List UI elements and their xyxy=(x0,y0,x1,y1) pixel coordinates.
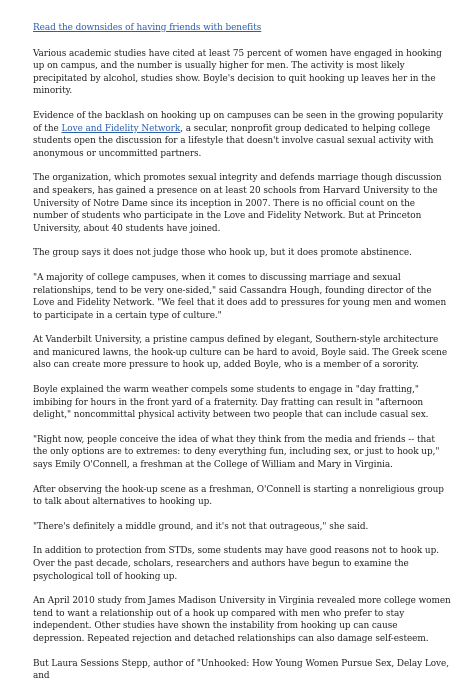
article-body xyxy=(33,22,451,683)
paragraph-2 xyxy=(33,110,451,160)
paragraph-4: The group says it does not judge those who hook up, but it does promote abstinence. xyxy=(33,248,412,259)
paragraph-1: Various academic studies have cited at least 75 percent of women have engaged in hooking up on campus, and the number is usually higher for men. The activity is most likely precipitated by alcohol, studies show. Boyle's decision to quit hooking up leaves her in the minority. xyxy=(33,48,442,97)
paragraph-6: At Vanderbilt University, a pristine campus defined by elegant, Southern-style architecture and manicured lawns, the hook-up culture can be hard to avoid, Boyle said. The Greek scene also can create more pressure to hook up, added Boyle, who is a member of a sorority. xyxy=(33,335,448,371)
paragraph-11: In addition to protection from STDs, some students may have good reasons not to hook up. Over the past decade, scholars, researchers and authors have begun to examine the psychological toll of hooking up. xyxy=(33,546,440,582)
paragraph-9: After observing the hook-up scene as a freshman, O'Connell is starting a nonreligious group to talk about alternatives to hooking up. xyxy=(33,484,444,508)
paragraph-2-part-b: , a secular, nonprofit group dedicated to helping college students open the discussion for a lifestyle that doesn't involve casual sexual activity with anonymous or uncommitted partners. xyxy=(33,123,434,159)
paragraph-13: But Laura Sessions Stepp, author of "Unhooked: How Young Women Pursue Sex, Delay Love, and xyxy=(33,658,449,682)
downsides-link[interactable]: Read the downsides of having friends with benefits xyxy=(33,23,262,33)
downsides-link-paragraph xyxy=(33,22,451,35)
paragraph-8: "Right now, people conceive the idea of what they think from the media and friends -- that the only options are to extremes: to deny everything fun, including sex, or just to hook up," says Emily O'Connell, a freshman at the College of William and Mary in Virginia. xyxy=(33,434,440,471)
paragraph-2-part-a: Evidence of the backlash on hooking up on campuses can be seen in the growing popularity of the xyxy=(33,110,444,134)
love-and-fidelity-network-link[interactable]: Love and Fidelity Network xyxy=(61,123,181,134)
paragraph-5: "A majority of college campuses, when it comes to discussing marriage and sexual relationships, tend to be very one-sided," said Cassandra Hough, founding director of the Love and Fidelity Network. "We feel that it does add to pressures for young men and women to participate in a certain type of culture." xyxy=(33,272,447,321)
paragraph-12: An April 2010 study from James Madison University in Virginia revealed more college women tend to want a relationship out of a hook up compared with men who prefer to stay independent. Other studies have shown the instability from hooking up can cause depression. Repeated rejection and detached relationships can also damage self-esteem. xyxy=(33,596,451,644)
paragraph-10: "There's definitely a middle ground, and it's not that outrageous," she said. xyxy=(33,521,369,532)
paragraph-3: The organization, which promotes sexual integrity and defends marriage though discussion and speakers, has gained a presence on at least 20 schools from Harvard University to the University of Notre Dame since its inception in 2007. There is no official count on the number of students who participate in the Love and Fidelity Network. But at Princeton University, about 40 students have joined. xyxy=(33,173,442,234)
paragraph-7: Boyle explained the warm weather compels some students to engage in "day fratting," imbibing for hours in the front yard of a fraternity. Day fratting can result in "afternoon delight," noncommittal physical activity between two people that can include casual sex. xyxy=(33,385,429,421)
